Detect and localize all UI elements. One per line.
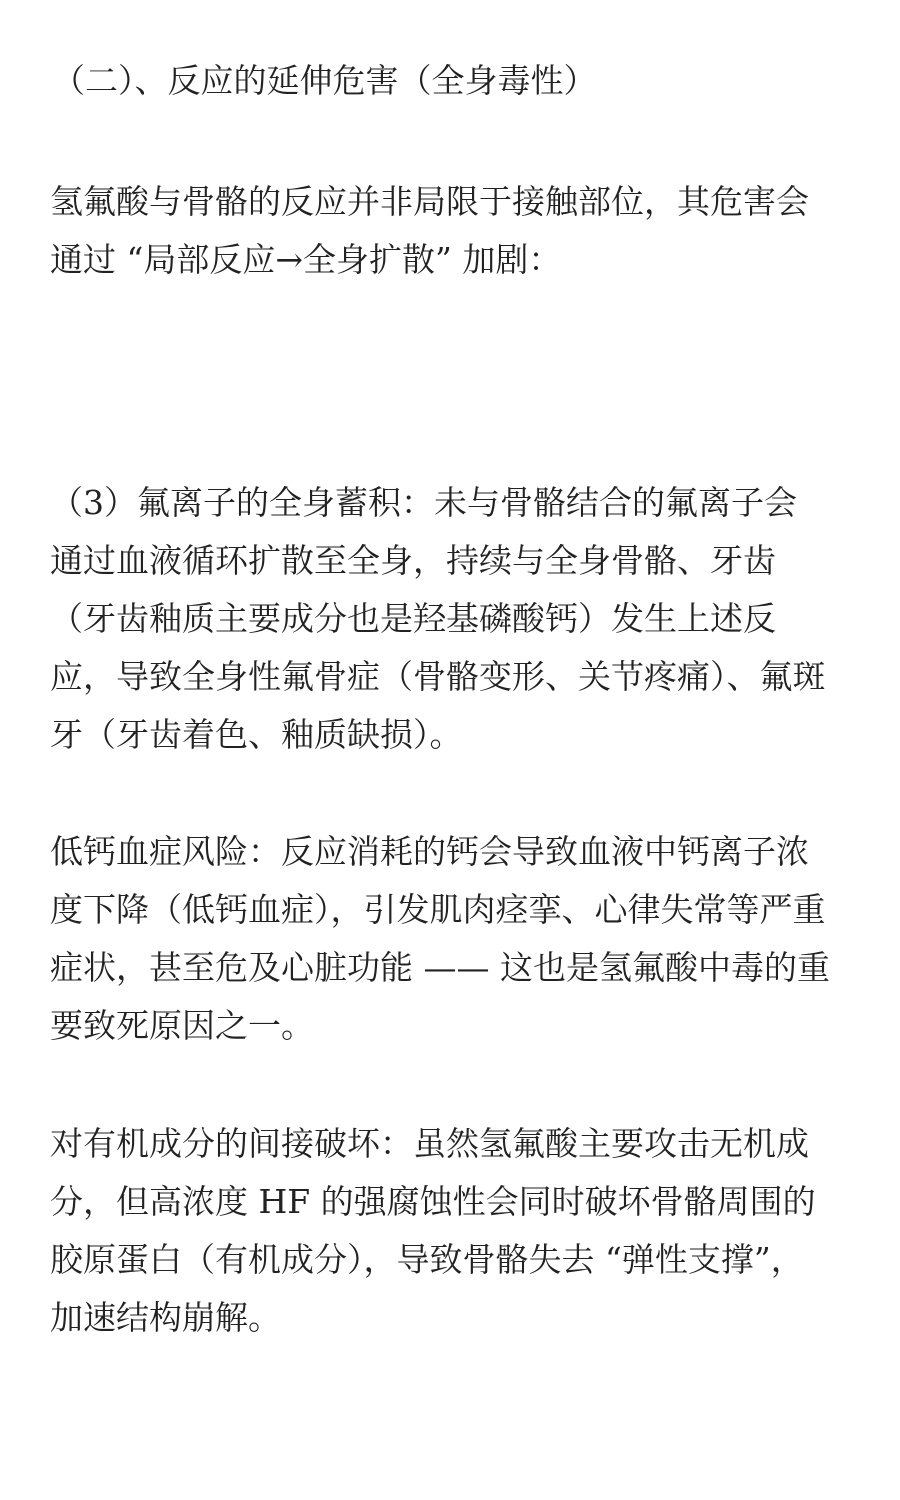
intro-paragraph: [50, 173, 858, 289]
paragraph-line: 牙（牙齿着色、釉质缺损）。: [50, 715, 463, 754]
paragraph-line: （牙齿釉质主要成分也是羟基磷酸钙）发生上述反: [50, 599, 776, 638]
heading-text: （二）、反应的延伸危害（全身毒性）: [52, 61, 597, 100]
paragraph-line: 通过血液循环扩散至全身，持续与全身骨骼、牙齿: [50, 541, 776, 580]
fluoride-accumulation-paragraph: [50, 474, 858, 764]
section-heading: [52, 52, 860, 110]
organic-damage-paragraph: [50, 1115, 858, 1347]
paragraph-line: （3）氟离子的全身蓄积：未与骨骼结合的氟离子会: [50, 483, 797, 522]
hypocalcemia-paragraph: [50, 823, 858, 1055]
paragraph-line: 低钙血症风险：反应消耗的钙会导致血液中钙离子浓: [50, 832, 809, 871]
paragraph-line: 加速结构崩解。: [50, 1298, 281, 1337]
paragraph-line: 应，导致全身性氟骨症（骨骼变形、关节疼痛）、氟斑: [50, 657, 826, 696]
paragraph-line: 要致死原因之一。: [50, 1006, 314, 1045]
paragraph-line: 胶原蛋白（有机成分），导致骨骼失去 “弹性支撑”，: [50, 1240, 804, 1279]
intro-line: 氢氟酸与骨骼的反应并非局限于接触部位，其危害会: [50, 182, 809, 221]
paragraph-line: 分，但高浓度 HF 的强腐蚀性会同时破坏骨骼周围的: [50, 1182, 816, 1221]
intro-line: 通过 “局部反应→全身扩散” 加剧：: [50, 240, 562, 279]
paragraph-line: 度下降（低钙血症），引发肌肉痉挛、心律失常等严重: [50, 890, 826, 929]
paragraph-line: 对有机成分的间接破坏：虽然氢氟酸主要攻击无机成: [50, 1124, 809, 1163]
paragraph-line: 症状，甚至危及心脏功能 —— 这也是氢氟酸中毒的重: [50, 948, 830, 987]
